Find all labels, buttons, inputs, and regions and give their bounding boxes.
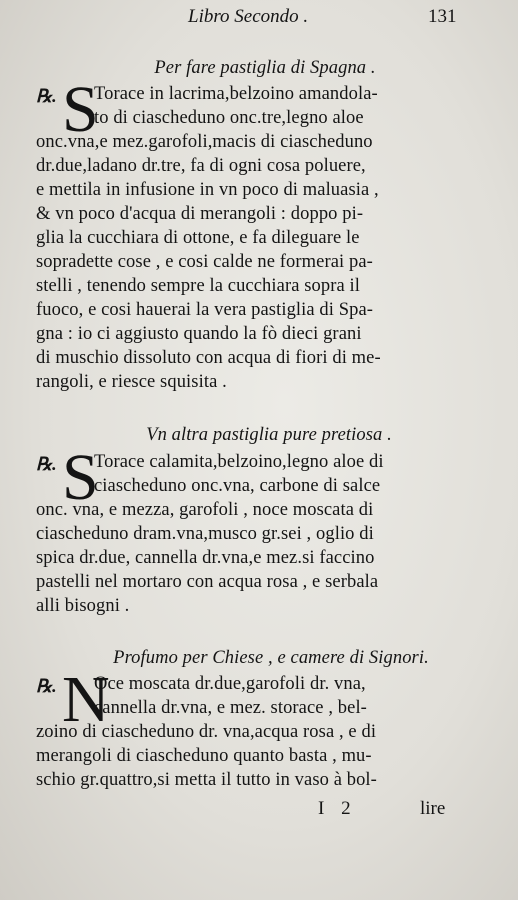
text-line: stelli , tenendo sempre la cucchiara sopra il [36, 276, 361, 296]
drop-cap: S [62, 441, 99, 514]
text-line: dr.due,ladano dr.tre, fa di ogni cosa poluere, [36, 156, 366, 176]
text-line: glia la cucchiara di ottone, e fa dileguare le [36, 228, 360, 248]
text-line: Torace calamita,belzoino,legno aloe di [94, 452, 384, 472]
catchword: lire [420, 798, 446, 819]
show-through-texture [255, 30, 518, 54]
text-line: merangoli di ciascheduno quanto basta , mu- [36, 746, 372, 766]
text-line: e mettila in infusione in vn poco di maluasia , [36, 180, 379, 200]
running-head [0, 4, 518, 32]
section-heading: Profumo per Chiese , e camere di Signori. [113, 648, 429, 668]
text-line: ciascheduno dram.vna,musco gr.sei , oglio di [36, 524, 374, 544]
text-line: di muschio dissoluto con acqua di fiori di me- [36, 348, 381, 368]
text-line: zoino di ciascheduno dr. vna,acqua rosa , e di [36, 722, 377, 742]
signature-mark: I 2 [318, 798, 357, 819]
page-number: 131 [428, 6, 457, 27]
drop-cap: S [62, 73, 99, 146]
text-line: rangoli, e riesce squisita . [36, 372, 227, 392]
text-line: Oce moscata dr.due,garofoli dr. vna, [94, 674, 366, 694]
text-line: sopradette cose , e cosi calde ne formerai pa- [36, 252, 373, 272]
running-title: Libro Secondo . [188, 6, 309, 27]
text-line: Torace in lacrima,belzoino amandola- [94, 84, 378, 104]
text-line: onc. vna, e mezza, garofoli , noce moscata di [36, 500, 374, 520]
recipe-symbol: ℞. [36, 676, 57, 696]
text-line: spica dr.due, cannella dr.vna,e mez.si faccino [36, 548, 375, 568]
text-line: schio gr.quattro,si metta il tutto in vaso à bol- [36, 770, 377, 790]
text-line: gna : io ci aggiusto quando la fò dieci grani [36, 324, 362, 344]
text-line: & vn poco d'acqua di merangoli : doppo pi- [36, 204, 364, 224]
text-line: pastelli nel mortaro con acqua rosa , e serbala [36, 572, 379, 592]
text-line: alli bisogni . [36, 596, 130, 616]
text-line: cannella dr.vna, e mez. storace , bel- [94, 698, 367, 718]
section-heading: Per fare pastiglia di Spagna . [154, 58, 376, 78]
section-heading: Vn altra pastiglia pure pretiosa . [146, 425, 392, 445]
text-line: fuoco, e cosi hauerai la vera pastiglia di Spa- [36, 300, 374, 320]
recipe-symbol: ℞. [36, 454, 57, 474]
text-line: onc.vna,e mez.garofoli,macis di ciascheduno [36, 132, 373, 152]
text-line: ciascheduno onc.vna, carbone di salce [94, 476, 381, 496]
text-line: to di ciascheduno onc.tre,legno aloe [94, 108, 364, 128]
recipe-symbol: ℞. [36, 86, 57, 106]
drop-cap: N [62, 663, 110, 736]
